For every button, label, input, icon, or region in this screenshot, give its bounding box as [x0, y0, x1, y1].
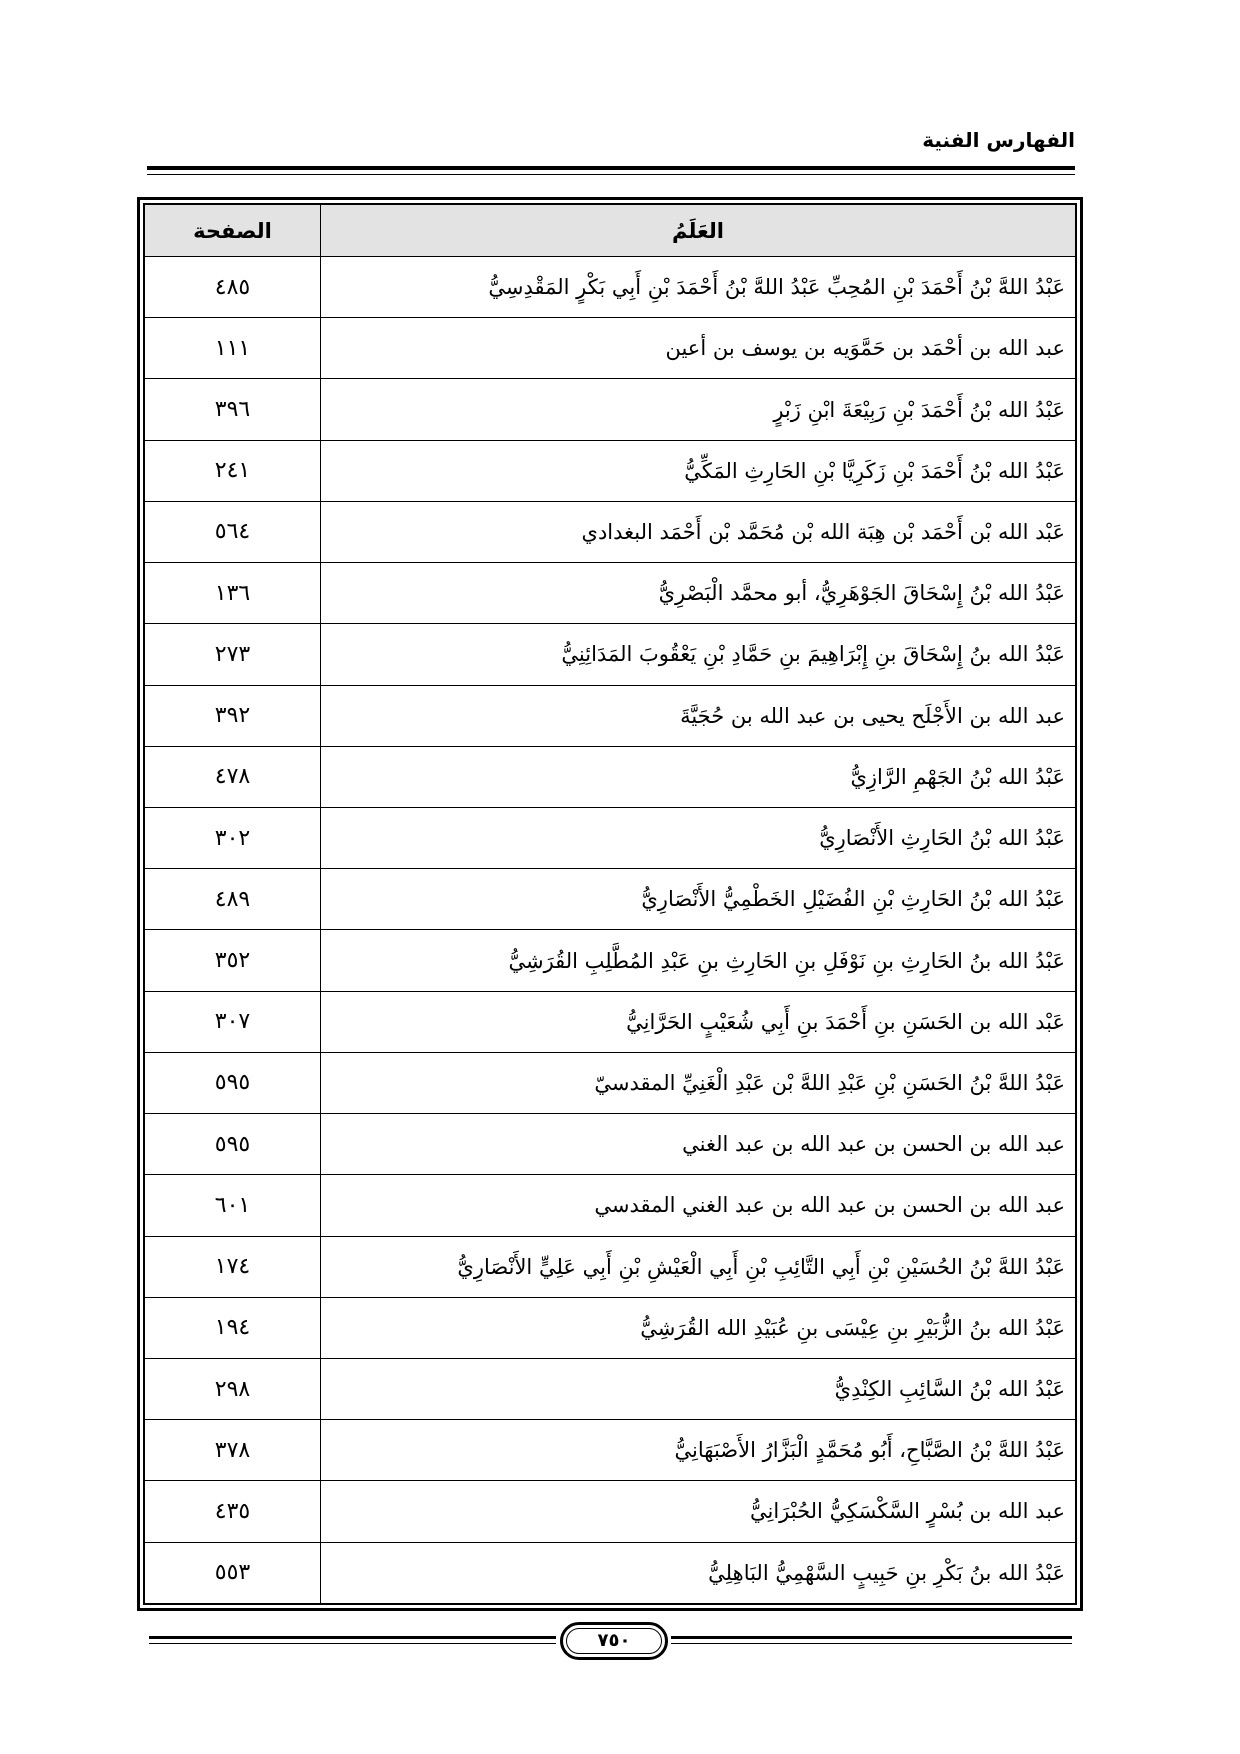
table-body — [145, 257, 1076, 1604]
table-row — [145, 746, 1076, 807]
name-cell: عَبْدُ اللهَّ بْنُ أَحْمَدَ بْنِ المُحِبِّ عَبْدُ اللهَّ بْنُ أَحْمَدَ بْنِ أَبِي بَكْرٍ المَقْدِسِيُّ — [321, 257, 1076, 318]
table-row — [145, 1358, 1076, 1419]
table-row — [145, 257, 1076, 318]
page-cell: ٣٩٦ — [145, 379, 321, 440]
page-cell: ٥٦٤ — [145, 501, 321, 562]
name-cell: عبد الله بن الأَجْلَح يحيى بن عبد الله بن حُجَيَّةَ — [321, 685, 1076, 746]
name-cell: عَبْدُ الله بنُ إِسْحَاقَ بنِ إِبْرَاهِيمَ بنِ حَمَّادِ بْنِ يَعْقُوبَ المَدَائِنِيُّ — [321, 624, 1076, 685]
name-cell: عبد الله بن بُسْرٍ السَّكْسَكِيُّ الحُبْرَانِيُّ — [321, 1481, 1076, 1542]
page-cell: ٣٧٨ — [145, 1420, 321, 1481]
page-cell: ٣٠٧ — [145, 991, 321, 1052]
footer-rule-right-thin — [671, 1643, 1072, 1644]
name-cell: عَبْدُ اللهَّ بْنُ الحَسَنِ بْنِ عَبْدِ اللهَّ بْن عَبْدِ الْغَنِيِّ المقدسيّ — [321, 1052, 1076, 1113]
column-header-page: الصفحة — [145, 205, 321, 257]
table-row — [145, 379, 1076, 440]
table-row — [145, 685, 1076, 746]
table-row — [145, 930, 1076, 991]
name-cell: عَبْدُ الله بْنُ أَحْمَدَ بْنِ رَبِيْعَةَ ابْنِ زَبْرٍ — [321, 379, 1076, 440]
index-table-frame — [137, 197, 1083, 1611]
page-cell: ٢٩٨ — [145, 1358, 321, 1419]
page-number-badge — [560, 1622, 668, 1660]
table-row — [145, 501, 1076, 562]
index-table — [144, 204, 1076, 1604]
table-row — [145, 1297, 1076, 1358]
page-cell: ٤٧٨ — [145, 746, 321, 807]
name-cell: عَبْدُ الله بْنُ أَحْمَدَ بْنِ زَكَرِيَّا بْنِ الحَارِثِ المَكِّيُّ — [321, 440, 1076, 501]
table-row — [145, 869, 1076, 930]
page-cell: ٥٩٥ — [145, 1114, 321, 1175]
table-header-row — [145, 205, 1076, 257]
name-cell: عَبْدُ الله بنُ الحَارِثِ بنِ نَوْفَلِ بنِ الحَارِثِ بنِ عَبْدِ المُطَّلِبِ القُرَشِيُّ — [321, 930, 1076, 991]
page-cell: ٣٥٢ — [145, 930, 321, 991]
footer-rule-left — [149, 1636, 556, 1639]
table-row — [145, 1052, 1076, 1113]
name-cell: عَبْدُ الله بنُ الزُّبَيْرِ بنِ عِيْسَى بنِ عُبَيْدِ الله القُرَشِيُّ — [321, 1297, 1076, 1358]
page-cell: ٥٩٥ — [145, 1052, 321, 1113]
footer-rule-right — [671, 1636, 1072, 1639]
table-row — [145, 1114, 1076, 1175]
table-row — [145, 1236, 1076, 1297]
name-cell: عَبْدُ اللهَّ بْنُ الصَّبَّاحِ، أَبُو مُحَمَّدٍ الْبَزَّارُ الأَصْبَهَانِيُّ — [321, 1420, 1076, 1481]
name-cell: عَبْد الله بْن أَحْمَد بْن هِبَة الله بْن مُحَمَّد بْن أَحْمَد البغدادي — [321, 501, 1076, 562]
name-cell: عَبْد الله بن الحَسَنِ بنِ أَحْمَدَ بنِ أَبِي شُعَيْبٍ الحَرَّانِيُّ — [321, 991, 1076, 1052]
name-cell: عَبْدُ الله بْنُ إِسْحَاقَ الجَوْهَرِيُّ، أبو محمَّد الْبَصْرِيُّ — [321, 563, 1076, 624]
name-cell: عَبْدُ الله بنُ بَكْرِ بنِ حَبِيبٍ السَّهْمِيُّ البَاهِلِيُّ — [321, 1542, 1076, 1603]
table-row — [145, 1481, 1076, 1542]
name-cell: عَبْدُ الله بْنُ السَّائِبِ الكِنْدِيُّ — [321, 1358, 1076, 1419]
page-cell: ١١١ — [145, 318, 321, 379]
index-table-inner-frame — [143, 203, 1077, 1605]
page-cell: ٢٤١ — [145, 440, 321, 501]
table-row — [145, 1542, 1076, 1603]
page-cell: ٤٨٩ — [145, 869, 321, 930]
name-cell: عَبْدُ اللهَّ بْنُ الحُسَيْنِ بْنِ أَبِي التَّائِبِ بْنِ أَبِي الْعَيْشِ بْنِ أَبِي عَلِيٍّ الأَنْصَارِيُّ — [321, 1236, 1076, 1297]
name-cell: عَبْدُ الله بْنُ الحَارِثِ الأَنْصَارِيُّ — [321, 807, 1076, 868]
name-cell: عبد الله بن أحْمَد بن حَمَّوَيه بن يوسف بن أعين — [321, 318, 1076, 379]
page-cell: ٢٧٣ — [145, 624, 321, 685]
table-row — [145, 624, 1076, 685]
page-cell: ٥٥٣ — [145, 1542, 321, 1603]
table-row — [145, 991, 1076, 1052]
page-cell: ١٩٤ — [145, 1297, 321, 1358]
page-cell: ١٣٦ — [145, 563, 321, 624]
table-row — [145, 318, 1076, 379]
name-cell: عَبْدُ الله بْنُ الحَارِثِ بْنِ الفُضَيْلِ الخَطْمِيُّ الأَنْصَارِيُّ — [321, 869, 1076, 930]
table-row — [145, 563, 1076, 624]
name-cell: عبد الله بن الحسن بن عبد الله بن عبد الغني المقدسي — [321, 1175, 1076, 1236]
column-header-name: العَلَمُ — [321, 205, 1076, 257]
page-cell: ١٧٤ — [145, 1236, 321, 1297]
page-cell: ٦٠١ — [145, 1175, 321, 1236]
header-rule-thin — [147, 174, 1075, 175]
table-row — [145, 1420, 1076, 1481]
table-row — [145, 1175, 1076, 1236]
header-rule — [147, 166, 1075, 170]
page-cell: ٣٠٢ — [145, 807, 321, 868]
page-cell: ٣٩٢ — [145, 685, 321, 746]
page-cell: ٤٣٥ — [145, 1481, 321, 1542]
table-row — [145, 807, 1076, 868]
page-number: ٧٥٠ — [566, 1628, 662, 1654]
footer-rule-left-thin — [149, 1643, 556, 1644]
table-row — [145, 440, 1076, 501]
name-cell: عبد الله بن الحسن بن عبد الله بن عبد الغني — [321, 1114, 1076, 1175]
page-cell: ٤٨٥ — [145, 257, 321, 318]
name-cell: عَبْدُ الله بْنُ الجَهْمِ الرَّازِيُّ — [321, 746, 1076, 807]
running-header-title: الفهارس الفنية — [922, 128, 1075, 152]
